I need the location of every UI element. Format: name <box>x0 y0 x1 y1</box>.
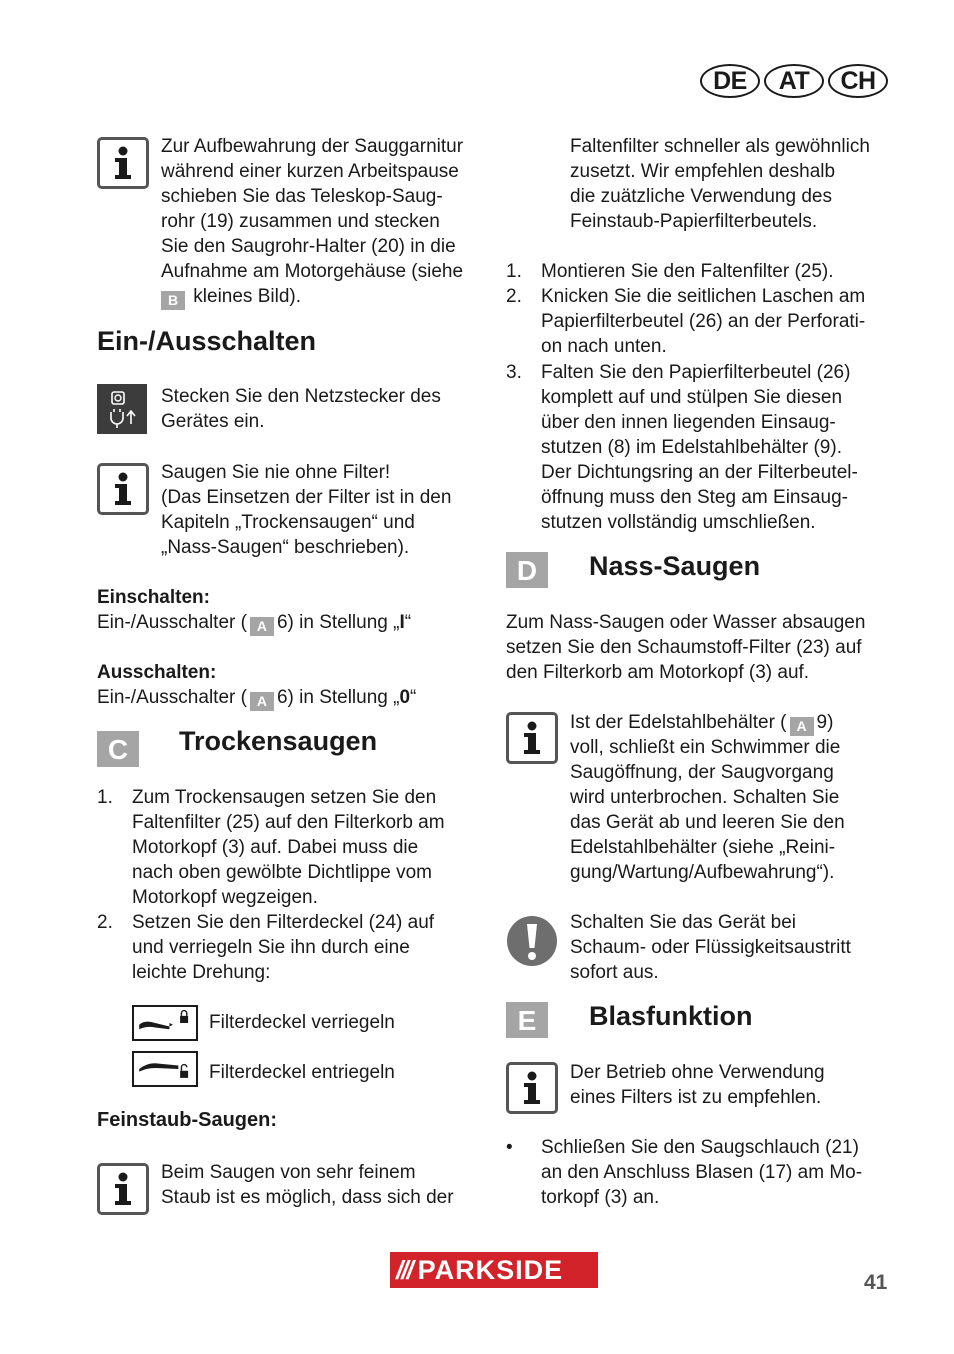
figure-ref-box: A <box>250 617 274 636</box>
wet-intro-text: Zum Nass-Saugen oder Wasser absaugen setzen Sie den Schaumstoff-Filter (23) auf den Filterkorb am Motorkopf (3) auf. <box>506 612 866 683</box>
bullet-glyph: • <box>506 1137 513 1158</box>
info-icon <box>97 463 149 515</box>
figure-ref-box: A <box>250 692 274 711</box>
lock-lid-icon <box>132 1005 198 1041</box>
section-title-dry: Trockensaugen <box>179 726 378 756</box>
storage-info-text: Zur Aufbewahrung der Sauggarnitur während einer kurzen Arbeitspause schieben Sie das Teleskop-Saug- rohr (19) zusammen und stecken Sie den Saugrohr-Halter (20) in die Aufnahme am Motorgehäuse (siehe B kleines Bild). <box>161 136 464 308</box>
float-info-text: Ist der Edelstahlbehälter ( A 9) voll, schließt ein Schwimmer die Saugöffnung, der Saugvorgang wird unterbrochen. Schalten Sie das Gerät ab und leeren Sie den Edelstahlbehälter (siehe „Reini- gung/Wartung/Aufbewahrung“). <box>570 712 845 883</box>
exclamation-warning-icon <box>506 915 558 967</box>
switch-on-heading: Einschalten: <box>97 587 210 608</box>
section-letter-d: D <box>506 552 548 588</box>
country-badge-ch: CH <box>828 64 888 98</box>
unlock-lid-label: Filterdeckel entriegeln <box>209 1062 395 1083</box>
unlock-lid-icon <box>132 1051 198 1087</box>
fine-dust-text: Beim Saugen von sehr feinem Staub ist es möglich, dass sich der <box>161 1162 454 1208</box>
warning-text: Schalten Sie das Gerät bei Schaum- oder Flüssigkeitsaustritt sofort aus. <box>570 912 851 983</box>
fine-dust-continuation-text: Faltenfilter schneller als gewöhnlich zusetzt. Wir empfehlen deshalb die zuätzliche Verwendung des Feinstaub-Papierfilterbeutels. <box>570 136 870 232</box>
info-icon <box>97 137 149 189</box>
country-badge-at: AT <box>764 64 824 98</box>
figure-ref-box: A <box>790 717 814 736</box>
fine-dust-heading: Feinstaub-Saugen: <box>97 1109 278 1131</box>
parkside-logo: /// PARKSIDE <box>390 1252 598 1288</box>
country-badge-de: DE <box>700 64 760 98</box>
section-title-blow: Blasfunktion <box>589 1001 753 1031</box>
section-letter-e: E <box>506 1002 548 1038</box>
switch-off-text: Ein-/Ausschalter ( A 6) in Stellung „0“ <box>97 687 417 709</box>
plug-icon <box>97 384 147 434</box>
info-icon <box>506 712 558 764</box>
page-number: 41 <box>864 1271 888 1294</box>
blow-info-text: Der Betrieb ohne Verwendung eines Filters ist zu empfehlen. <box>570 1062 825 1108</box>
switch-on-text: Ein-/Ausschalter ( A 6) in Stellung „I“ <box>97 612 412 634</box>
switch-off-heading: Ausschalten: <box>97 662 217 683</box>
section-title-wet: Nass-Saugen <box>589 551 761 581</box>
figure-ref-box: B <box>161 291 185 310</box>
section-title-on-off: Ein-/Ausschalten <box>97 326 317 356</box>
info-icon <box>97 1163 149 1215</box>
plug-in-text: Stecken Sie den Netzstecker des Gerätes ein. <box>161 386 441 432</box>
info-icon <box>506 1062 558 1114</box>
lock-lid-label: Filterdeckel verriegeln <box>209 1012 395 1033</box>
filter-warning-text: Saugen Sie nie ohne Filter! (Das Einsetzen der Filter ist in den Kapiteln „Trockensaugen“ und „Nass-Saugen“ beschrieben). <box>161 462 452 558</box>
section-letter-c: C <box>97 731 139 767</box>
country-badges <box>700 64 888 98</box>
